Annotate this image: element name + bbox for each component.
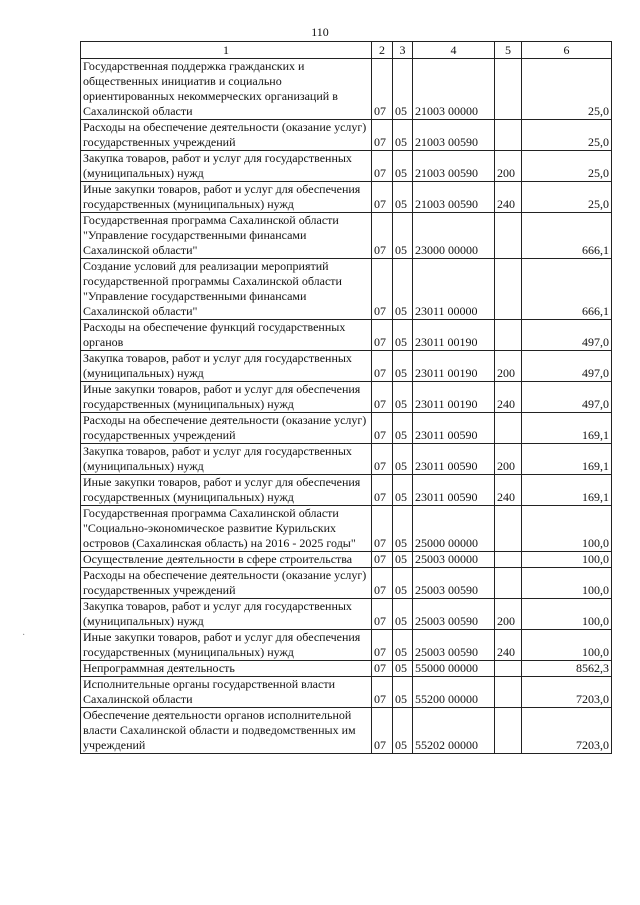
table-row <box>81 120 612 151</box>
row-target-article-cell: 23011 00190 <box>413 382 495 413</box>
row-expense-type-cell <box>495 259 522 320</box>
row-amount-cell: 666,1 <box>522 213 612 259</box>
row-section-cell: 07 <box>372 382 393 413</box>
table-row <box>81 677 612 708</box>
row-subsection-cell: 05 <box>393 382 413 413</box>
row-expense-type-cell: 200 <box>495 444 522 475</box>
row-target-article-cell: 55000 00000 <box>413 661 495 677</box>
header-col-6: 6 <box>522 42 612 59</box>
table-body <box>81 59 612 754</box>
row-amount-cell: 100,0 <box>522 599 612 630</box>
table-row <box>81 568 612 599</box>
row-amount-cell: 8562,3 <box>522 661 612 677</box>
row-target-article-cell: 25003 00590 <box>413 630 495 661</box>
row-amount-cell: 169,1 <box>522 475 612 506</box>
row-subsection-cell: 05 <box>393 630 413 661</box>
row-expense-type-cell <box>495 568 522 599</box>
table-row <box>81 444 612 475</box>
row-name-cell: Государственная поддержка гражданских и общественных инициатив и социально ориентированных некоммерческих организаций в Сахалинской области <box>81 59 372 120</box>
row-target-article-cell: 23011 00190 <box>413 320 495 351</box>
page-number: 110 <box>311 25 329 39</box>
row-name-cell: Создание условий для реализации мероприятий государственной программы Сахалинской области "Управление государственными финансами Сахалинской области" <box>81 259 372 320</box>
row-subsection-cell: 05 <box>393 182 413 213</box>
row-name-cell: Иные закупки товаров, работ и услуг для обеспечения государственных (муниципальных) нужд <box>81 182 372 213</box>
row-name-cell: Закупка товаров, работ и услуг для государственных (муниципальных) нужд <box>81 444 372 475</box>
row-amount-cell: 25,0 <box>522 182 612 213</box>
row-subsection-cell: 05 <box>393 475 413 506</box>
row-subsection-cell: 05 <box>393 413 413 444</box>
row-expense-type-cell: 240 <box>495 182 522 213</box>
row-expense-type-cell <box>495 552 522 568</box>
table-row <box>81 320 612 351</box>
row-section-cell: 07 <box>372 599 393 630</box>
table-row <box>81 351 612 382</box>
row-subsection-cell: 05 <box>393 568 413 599</box>
row-section-cell: 07 <box>372 677 393 708</box>
row-expense-type-cell <box>495 413 522 444</box>
row-section-cell: 07 <box>372 630 393 661</box>
header-col-3: 3 <box>393 42 413 59</box>
row-subsection-cell: 05 <box>393 599 413 630</box>
row-section-cell: 07 <box>372 708 393 754</box>
row-name-cell: Закупка товаров, работ и услуг для государственных (муниципальных) нужд <box>81 351 372 382</box>
row-subsection-cell: 05 <box>393 351 413 382</box>
row-name-cell: Непрограммная деятельность <box>81 661 372 677</box>
table-row <box>81 506 612 552</box>
row-amount-cell: 7203,0 <box>522 708 612 754</box>
row-section-cell: 07 <box>372 120 393 151</box>
row-amount-cell: 497,0 <box>522 351 612 382</box>
row-expense-type-cell <box>495 661 522 677</box>
row-amount-cell: 666,1 <box>522 259 612 320</box>
row-subsection-cell: 05 <box>393 151 413 182</box>
row-section-cell: 07 <box>372 475 393 506</box>
table-row <box>81 599 612 630</box>
margin-mark: · <box>22 630 26 641</box>
row-expense-type-cell: 240 <box>495 475 522 506</box>
header-row <box>81 42 612 59</box>
row-section-cell: 07 <box>372 413 393 444</box>
row-name-cell: Государственная программа Сахалинской области "Социально-экономическое развитие Курильских островов (Сахалинская область) на 2016 - 2025 годы" <box>81 506 372 552</box>
row-target-article-cell: 21003 00590 <box>413 151 495 182</box>
row-section-cell: 07 <box>372 568 393 599</box>
header-col-5: 5 <box>495 42 522 59</box>
row-expense-type-cell: 240 <box>495 382 522 413</box>
row-subsection-cell: 05 <box>393 677 413 708</box>
row-name-cell: Иные закупки товаров, работ и услуг для обеспечения государственных (муниципальных) нужд <box>81 475 372 506</box>
row-section-cell: 07 <box>372 59 393 120</box>
row-expense-type-cell <box>495 213 522 259</box>
row-amount-cell: 100,0 <box>522 568 612 599</box>
row-target-article-cell: 23011 00590 <box>413 444 495 475</box>
table-row <box>81 552 612 568</box>
header-col-4: 4 <box>413 42 495 59</box>
row-target-article-cell: 21003 00590 <box>413 182 495 213</box>
row-target-article-cell: 21003 00000 <box>413 59 495 120</box>
row-subsection-cell: 05 <box>393 708 413 754</box>
row-section-cell: 07 <box>372 351 393 382</box>
row-name-cell: Закупка товаров, работ и услуг для государственных (муниципальных) нужд <box>81 151 372 182</box>
row-subsection-cell: 05 <box>393 444 413 475</box>
row-name-cell: Иные закупки товаров, работ и услуг для обеспечения государственных (муниципальных) нужд <box>81 630 372 661</box>
table-row <box>81 151 612 182</box>
row-target-article-cell: 23000 00000 <box>413 213 495 259</box>
row-subsection-cell: 05 <box>393 661 413 677</box>
row-amount-cell: 169,1 <box>522 413 612 444</box>
row-target-article-cell: 23011 00190 <box>413 351 495 382</box>
table-row <box>81 59 612 120</box>
row-amount-cell: 25,0 <box>522 151 612 182</box>
row-expense-type-cell: 200 <box>495 599 522 630</box>
row-target-article-cell: 23011 00590 <box>413 413 495 444</box>
row-expense-type-cell <box>495 59 522 120</box>
row-target-article-cell: 25003 00000 <box>413 552 495 568</box>
row-amount-cell: 169,1 <box>522 444 612 475</box>
row-expense-type-cell <box>495 120 522 151</box>
table-row <box>81 661 612 677</box>
row-target-article-cell: 25003 00590 <box>413 599 495 630</box>
row-name-cell: Закупка товаров, работ и услуг для государственных (муниципальных) нужд <box>81 599 372 630</box>
row-amount-cell: 497,0 <box>522 382 612 413</box>
row-section-cell: 07 <box>372 259 393 320</box>
row-target-article-cell: 23011 00000 <box>413 259 495 320</box>
row-subsection-cell: 05 <box>393 259 413 320</box>
table-row <box>81 182 612 213</box>
row-amount-cell: 100,0 <box>522 552 612 568</box>
row-amount-cell: 25,0 <box>522 120 612 151</box>
row-section-cell: 07 <box>372 444 393 475</box>
row-target-article-cell: 23011 00590 <box>413 475 495 506</box>
row-expense-type-cell: 240 <box>495 630 522 661</box>
header-col-1: 1 <box>81 42 372 59</box>
table-row <box>81 475 612 506</box>
table-row <box>81 413 612 444</box>
row-name-cell: Расходы на обеспечение функций государственных органов <box>81 320 372 351</box>
row-target-article-cell: 21003 00590 <box>413 120 495 151</box>
row-amount-cell: 100,0 <box>522 630 612 661</box>
row-subsection-cell: 05 <box>393 506 413 552</box>
row-amount-cell: 25,0 <box>522 59 612 120</box>
row-subsection-cell: 05 <box>393 59 413 120</box>
row-subsection-cell: 05 <box>393 120 413 151</box>
row-section-cell: 07 <box>372 213 393 259</box>
row-target-article-cell: 25003 00590 <box>413 568 495 599</box>
row-amount-cell: 7203,0 <box>522 677 612 708</box>
budget-table <box>80 41 612 754</box>
row-name-cell: Иные закупки товаров, работ и услуг для обеспечения государственных (муниципальных) нужд <box>81 382 372 413</box>
row-name-cell: Расходы на обеспечение деятельности (оказание услуг) государственных учреждений <box>81 120 372 151</box>
row-amount-cell: 497,0 <box>522 320 612 351</box>
row-subsection-cell: 05 <box>393 552 413 568</box>
row-expense-type-cell <box>495 506 522 552</box>
row-amount-cell: 100,0 <box>522 506 612 552</box>
row-section-cell: 07 <box>372 182 393 213</box>
row-section-cell: 07 <box>372 552 393 568</box>
row-subsection-cell: 05 <box>393 213 413 259</box>
row-name-cell: Расходы на обеспечение деятельности (оказание услуг) государственных учреждений <box>81 568 372 599</box>
table-row <box>81 259 612 320</box>
row-expense-type-cell <box>495 708 522 754</box>
row-expense-type-cell: 200 <box>495 351 522 382</box>
row-expense-type-cell <box>495 320 522 351</box>
table-row <box>81 382 612 413</box>
row-section-cell: 07 <box>372 661 393 677</box>
table-row <box>81 708 612 754</box>
row-target-article-cell: 25000 00000 <box>413 506 495 552</box>
table-row <box>81 213 612 259</box>
row-section-cell: 07 <box>372 151 393 182</box>
row-subsection-cell: 05 <box>393 320 413 351</box>
row-name-cell: Осуществление деятельности в сфере строительства <box>81 552 372 568</box>
row-target-article-cell: 55200 00000 <box>413 677 495 708</box>
row-target-article-cell: 55202 00000 <box>413 708 495 754</box>
row-name-cell: Расходы на обеспечение деятельности (оказание услуг) государственных учреждений <box>81 413 372 444</box>
row-name-cell: Обеспечение деятельности органов исполнительной власти Сахалинской области и подведомственных им учреждений <box>81 708 372 754</box>
row-section-cell: 07 <box>372 506 393 552</box>
header-col-2: 2 <box>372 42 393 59</box>
row-name-cell: Исполнительные органы государственной власти Сахалинской области <box>81 677 372 708</box>
row-expense-type-cell: 200 <box>495 151 522 182</box>
row-section-cell: 07 <box>372 320 393 351</box>
row-expense-type-cell <box>495 677 522 708</box>
table-row <box>81 630 612 661</box>
row-name-cell: Государственная программа Сахалинской области "Управление государственными финансами Сахалинской области" <box>81 213 372 259</box>
